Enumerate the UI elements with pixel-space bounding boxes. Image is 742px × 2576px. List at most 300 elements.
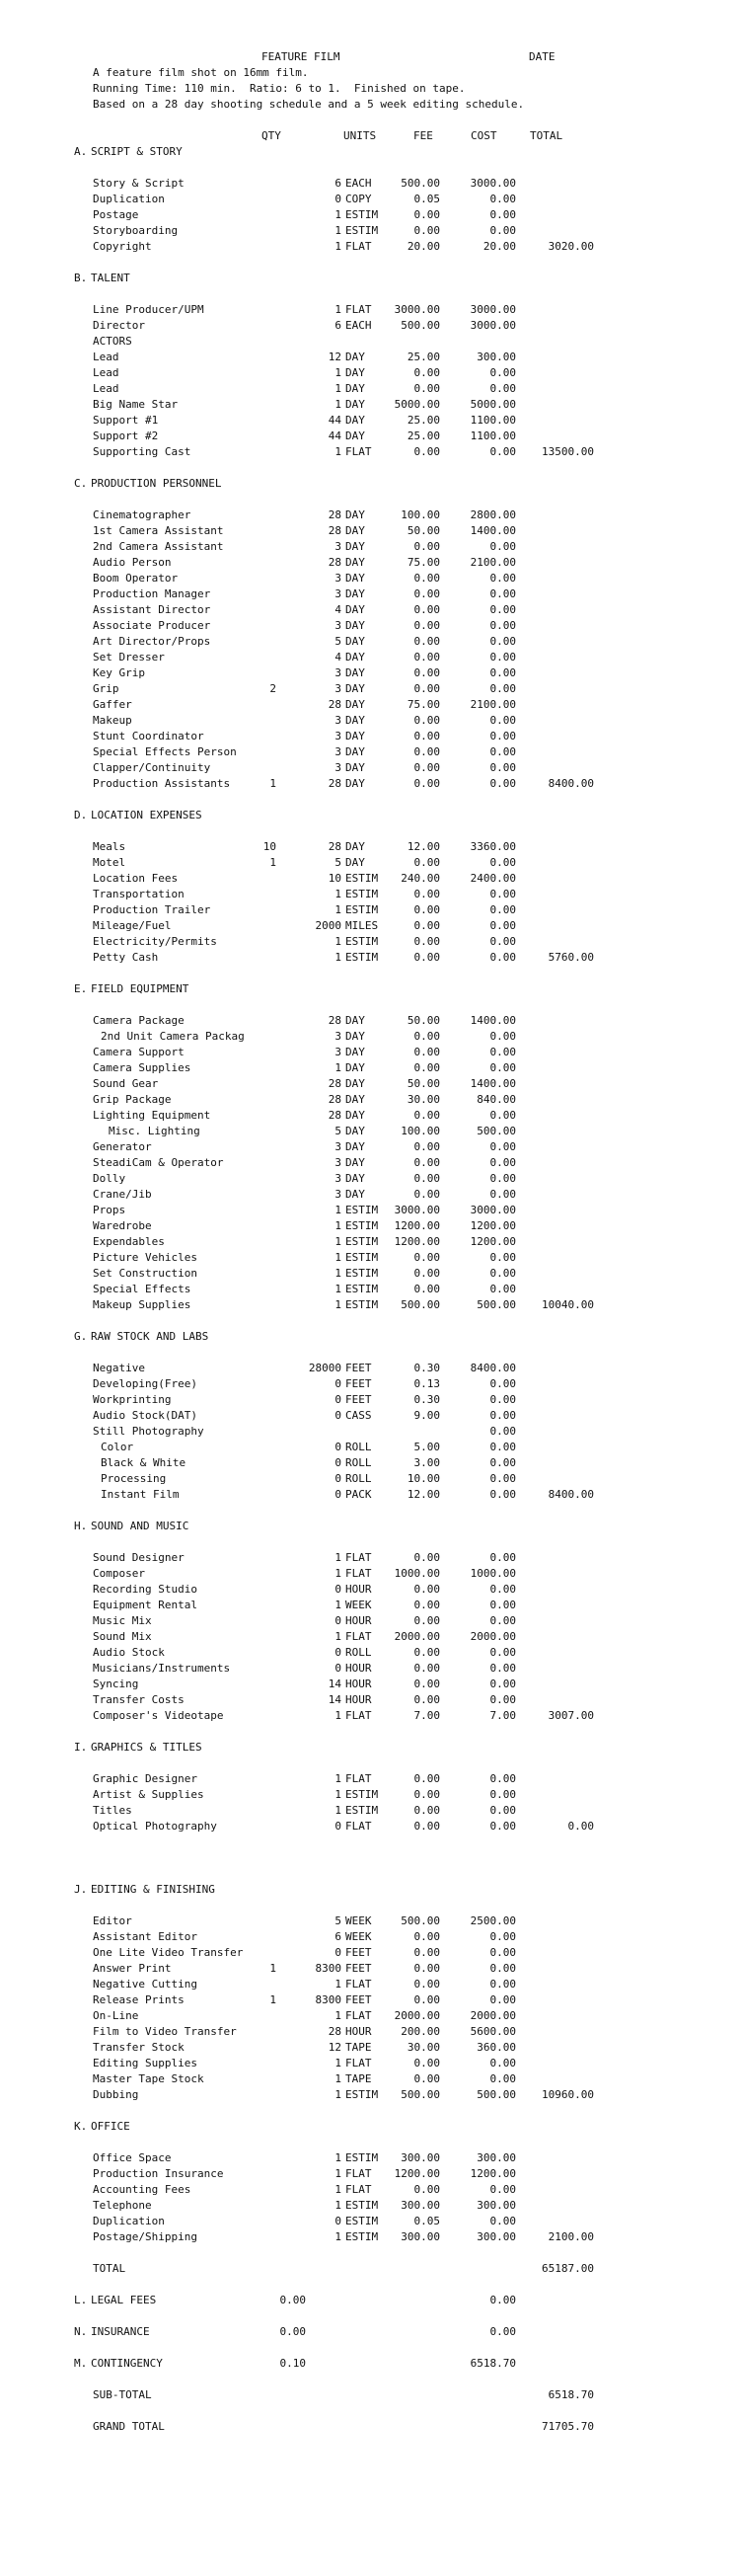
line-item-unit: FEET: [345, 1962, 372, 1975]
line-item-qty: 1: [334, 2072, 341, 2085]
line-item-cost: 3000.00: [470, 1204, 516, 1216]
line-item-cost: 20.00: [482, 240, 516, 253]
extra-cost: 6518.70: [470, 2357, 516, 2370]
line-item-unit: HOUR: [345, 2025, 372, 2038]
line-item-unit: EACH: [345, 319, 372, 332]
line-item-cost: 1000.00: [470, 1567, 516, 1580]
line-item-fee: 0.00: [413, 1678, 440, 1690]
line-item-fee: 0.00: [413, 619, 440, 632]
line-item-cost: 0.00: [489, 1646, 516, 1659]
line-item-unit: ESTIM: [345, 1788, 379, 1801]
line-item-fee: 0.00: [413, 1251, 440, 1264]
line-item-unit: HOUR: [345, 1662, 372, 1675]
line-item-qty: 28: [328, 556, 341, 569]
line-item-fee: 0.13: [413, 1377, 440, 1390]
line-item-name: Editing Supplies: [93, 2057, 197, 2069]
header-line: A feature film shot on 16mm film.: [93, 66, 309, 79]
line-item-unit: ESTIM: [345, 1235, 379, 1248]
line-item-unit: DAY: [345, 524, 365, 537]
line-item-qty: 1: [334, 1599, 341, 1611]
line-item-cost: 500.00: [477, 2088, 516, 2101]
line-item-name: Black & White: [101, 1456, 186, 1469]
line-item-qty: 12: [328, 2041, 341, 2054]
line-item-name: Expendables: [93, 1235, 165, 1248]
line-item-unit: DAY: [345, 429, 365, 442]
line-item-qty: 1: [334, 1251, 341, 1264]
section-title: PRODUCTION PERSONNEL: [91, 477, 222, 490]
line-item-fee: 0.00: [413, 1030, 440, 1043]
line-item-unit: ESTIM: [345, 1283, 379, 1295]
line-item-name: Copyright: [93, 240, 152, 253]
line-item-unit: DAY: [345, 351, 365, 363]
line-item-fee: 3000.00: [394, 303, 440, 316]
line-item-unit: DAY: [345, 540, 365, 553]
line-item-unit: DAY: [345, 666, 365, 679]
line-item-qty: 3: [334, 666, 341, 679]
header-line: Running Time: 110 min. Ratio: 6 to 1. Finished on tape.: [93, 82, 466, 95]
line-item-qty: 0: [334, 2215, 341, 2227]
line-item-name: Makeup: [93, 714, 132, 727]
line-item-cost: 0.00: [489, 856, 516, 869]
line-item-name: Story & Script: [93, 177, 185, 190]
line-item-qty: 1: [334, 208, 341, 221]
line-item-unit: ROLL: [345, 1456, 372, 1469]
line-item-cost: 3360.00: [470, 840, 516, 853]
line-item-fee: 0.00: [413, 1046, 440, 1058]
line-item-unit: DAY: [345, 398, 365, 411]
line-item-fee: 25.00: [407, 351, 440, 363]
line-item-cost: 0.00: [489, 2057, 516, 2069]
line-item-unit: DAY: [345, 682, 365, 695]
header-line: Based on a 28 day shooting schedule and a 5 week editing schedule.: [93, 98, 525, 111]
line-item-qty: 1: [334, 951, 341, 964]
line-item-fee: 2000.00: [394, 2009, 440, 2022]
line-item-unit: FLAT: [345, 240, 372, 253]
line-item-name: Associate Producer: [93, 619, 211, 632]
line-item-name: Meals: [93, 840, 126, 853]
line-item-qty: 0: [334, 1820, 341, 1833]
line-item-cost: 0.00: [489, 2215, 516, 2227]
line-item-fee: 1200.00: [394, 1219, 440, 1232]
line-item-name: Lead: [93, 382, 119, 395]
line-item-name: 2nd Camera Assistant: [93, 540, 224, 553]
line-item-unit: DAY: [345, 1014, 365, 1027]
line-item-qty: 1: [334, 903, 341, 916]
line-item-unit: FLAT: [345, 1567, 372, 1580]
line-item-fee: 0.00: [413, 208, 440, 221]
line-item-qty: 28000: [308, 1362, 341, 1374]
line-item-name: Accounting Fees: [93, 2183, 191, 2196]
line-item-name: Syncing: [93, 1678, 139, 1690]
line-item-qty: 10: [328, 872, 341, 885]
line-item-unit: ESTIM: [345, 888, 379, 900]
line-item-unit: DAY: [345, 745, 365, 758]
line-item-qty: 6: [334, 177, 341, 190]
line-item-qty: 28: [328, 1109, 341, 1122]
line-item-qty: 0: [334, 1614, 341, 1627]
line-item-fee: 0.00: [413, 224, 440, 237]
section-title: SCRIPT & STORY: [91, 145, 183, 158]
line-item-fee: 20.00: [407, 240, 440, 253]
line-item-cost: 0.00: [489, 1978, 516, 1991]
section-letter: K.: [74, 2120, 88, 2133]
line-item-name: Composer: [93, 1567, 145, 1580]
line-item-cost: 0.00: [489, 666, 516, 679]
line-item-name: Sound Mix: [93, 1630, 152, 1643]
line-item-name: Set Dresser: [93, 651, 165, 664]
line-item-cost: 7.00: [489, 1709, 516, 1722]
line-item-cost: 2100.00: [470, 556, 516, 569]
line-item-cost: 0.00: [489, 1662, 516, 1675]
line-item-cost: 0.00: [489, 935, 516, 948]
line-item-fee: 0.00: [413, 587, 440, 600]
line-item-name: Grip Package: [93, 1093, 172, 1106]
grand-total-value: 71705.70: [542, 2420, 594, 2433]
line-item-qty: 5: [334, 635, 341, 648]
line-item-cost: 3000.00: [470, 303, 516, 316]
line-item-qty: 1: [334, 1788, 341, 1801]
line-item-name: Artist & Supplies: [93, 1788, 204, 1801]
line-item-cost: 1400.00: [470, 524, 516, 537]
line-item-qty: 1: [334, 2057, 341, 2069]
line-item-fee: 0.00: [413, 1772, 440, 1785]
line-item-fee: 0.05: [413, 193, 440, 205]
subtotal-value: 6518.70: [548, 2388, 594, 2401]
line-item-cost: 0.00: [489, 1441, 516, 1453]
extra-cost: 0.00: [489, 2294, 516, 2306]
line-item-unit: HOUR: [345, 1678, 372, 1690]
section-total: 10040.00: [542, 1298, 594, 1311]
line-item-multiplier: 1: [269, 856, 276, 869]
line-item-unit: ESTIM: [345, 935, 379, 948]
line-item-unit: ESTIM: [345, 224, 379, 237]
line-item-cost: 2000.00: [470, 2009, 516, 2022]
line-item-cost: 0.00: [489, 1488, 516, 1501]
line-item-name: Transfer Stock: [93, 2041, 185, 2054]
line-item-name: Electricity/Permits: [93, 935, 217, 948]
line-item-fee: 500.00: [401, 319, 440, 332]
line-item-cost: 0.00: [489, 1283, 516, 1295]
line-item-fee: 0.00: [413, 666, 440, 679]
line-item-qty: 1: [334, 888, 341, 900]
line-item-cost: 0.00: [489, 208, 516, 221]
line-item-qty: 1: [334, 1978, 341, 1991]
line-item-fee: 0.00: [413, 366, 440, 379]
section-letter: I.: [74, 1741, 88, 1754]
line-item-unit: ROLL: [345, 1646, 372, 1659]
date-label: DATE: [529, 50, 556, 63]
line-item-unit: FLAT: [345, 1630, 372, 1643]
line-item-cost: 0.00: [489, 1409, 516, 1422]
line-item-unit: DAY: [345, 1046, 365, 1058]
line-item-qty: 12: [328, 351, 341, 363]
line-item-fee: 0.00: [413, 382, 440, 395]
line-item-name: Dolly: [93, 1172, 126, 1185]
line-item-unit: FLAT: [345, 1551, 372, 1564]
line-item-name: SteadiCam & Operator: [93, 1156, 224, 1169]
section-title: OFFICE: [91, 2120, 130, 2133]
line-item-fee: 0.00: [413, 2057, 440, 2069]
line-item-name: Motel: [93, 856, 126, 869]
line-item-cost: 0.00: [489, 730, 516, 742]
line-item-cost: 0.00: [489, 445, 516, 458]
line-item-unit: ESTIM: [345, 2230, 379, 2243]
line-item-qty: 0: [334, 193, 341, 205]
line-item-cost: 0.00: [489, 1251, 516, 1264]
col-header-total: TOTAL: [530, 129, 563, 142]
line-item-fee: 0.00: [413, 1788, 440, 1801]
line-item-qty: 1: [334, 303, 341, 316]
line-item-fee: 0.00: [413, 903, 440, 916]
line-item-name: Sound Designer: [93, 1551, 185, 1564]
line-item-name: Support #2: [93, 429, 159, 442]
line-item-cost: 0.00: [489, 1030, 516, 1043]
line-item-fee: 0.00: [413, 2072, 440, 2085]
line-item-name: Sound Gear: [93, 1077, 159, 1090]
line-item-unit: FEET: [345, 1362, 372, 1374]
line-item-cost: 0.00: [489, 1693, 516, 1706]
line-item-qty: 1: [334, 1551, 341, 1564]
line-item-fee: 0.00: [413, 919, 440, 932]
line-item-name: Composer's Videotape: [93, 1709, 224, 1722]
line-item-name: Storyboarding: [93, 224, 179, 237]
line-item-qty: 1: [334, 398, 341, 411]
line-item-fee: 0.00: [413, 603, 440, 616]
line-item-name: Cinematographer: [93, 508, 191, 521]
line-item-fee: 0.00: [413, 745, 440, 758]
line-item-name: Still Photography: [93, 1425, 204, 1438]
line-item-name: Assistant Director: [93, 603, 211, 616]
extra-cost: 0.00: [489, 2325, 516, 2338]
line-item-cost: 0.00: [489, 224, 516, 237]
line-item-cost: 0.00: [489, 1820, 516, 1833]
line-item-cost: 300.00: [477, 351, 516, 363]
section-total: 8400.00: [548, 777, 594, 790]
line-item-qty: 14: [328, 1693, 341, 1706]
section-title: GRAPHICS & TITLES: [91, 1741, 202, 1754]
line-item-cost: 300.00: [477, 2199, 516, 2212]
line-item-cost: 1200.00: [470, 1235, 516, 1248]
line-item-qty: 1: [334, 1567, 341, 1580]
line-item-unit: ROLL: [345, 1472, 372, 1485]
line-item-fee: 0.00: [413, 445, 440, 458]
line-item-cost: 1100.00: [470, 429, 516, 442]
line-item-qty: 3: [334, 1156, 341, 1169]
line-item-cost: 1100.00: [470, 414, 516, 427]
line-item-fee: 50.00: [407, 524, 440, 537]
line-item-unit: ESTIM: [345, 872, 379, 885]
line-item-qty: 3: [334, 1140, 341, 1153]
section-title: EDITING & FINISHING: [91, 1883, 215, 1896]
line-item-name: Postage/Shipping: [93, 2230, 197, 2243]
col-header-cost: COST: [471, 129, 497, 142]
line-item-name: Editor: [93, 1914, 132, 1927]
line-item-name: Answer Print: [93, 1962, 172, 1975]
line-item-fee: 0.00: [413, 730, 440, 742]
line-item-name: Film to Video Transfer: [93, 2025, 237, 2038]
line-item-fee: 0.00: [413, 951, 440, 964]
line-item-cost: 0.00: [489, 572, 516, 585]
line-item-fee: 3.00: [413, 1456, 440, 1469]
line-item-qty: 6: [334, 1930, 341, 1943]
line-item-cost: 0.00: [489, 903, 516, 916]
line-item-qty: 1: [334, 2183, 341, 2196]
extra-letter: L.: [74, 2294, 88, 2306]
line-item-unit: DAY: [345, 651, 365, 664]
line-item-fee: 0.00: [413, 1140, 440, 1153]
line-item-name: Duplication: [93, 2215, 165, 2227]
line-item-unit: DAY: [345, 1093, 365, 1106]
line-item-name: Assistant Editor: [93, 1930, 197, 1943]
line-item-qty: 3: [334, 1030, 341, 1043]
line-item-name: Graphic Designer: [93, 1772, 197, 1785]
line-item-fee: 0.00: [413, 1693, 440, 1706]
line-item-fee: 12.00: [407, 1488, 440, 1501]
line-item-fee: 500.00: [401, 1298, 440, 1311]
line-item-fee: 1000.00: [394, 1567, 440, 1580]
line-item-cost: 0.00: [489, 1377, 516, 1390]
line-item-cost: 1400.00: [470, 1077, 516, 1090]
line-item-cost: 2500.00: [470, 1914, 516, 1927]
line-item-name: Optical Photography: [93, 1820, 217, 1833]
line-item-unit: ESTIM: [345, 2088, 379, 2101]
line-item-qty: 3: [334, 714, 341, 727]
line-item-qty: 6: [334, 319, 341, 332]
line-item-cost: 8400.00: [470, 1362, 516, 1374]
line-item-name: Special Effects: [93, 1283, 191, 1295]
line-item-fee: 0.00: [413, 1804, 440, 1817]
line-item-cost: 0.00: [489, 1583, 516, 1596]
section-title: RAW STOCK AND LABS: [91, 1330, 209, 1343]
line-item-unit: DAY: [345, 856, 365, 869]
line-item-name: Production Insurance: [93, 2167, 224, 2180]
line-item-fee: 5000.00: [394, 398, 440, 411]
line-item-fee: 0.00: [413, 761, 440, 774]
line-item-unit: DAY: [345, 1077, 365, 1090]
line-item-qty: 1: [334, 1219, 341, 1232]
line-item-fee: 0.00: [413, 935, 440, 948]
line-item-cost: 0.00: [489, 1962, 516, 1975]
section-total: 0.00: [567, 1820, 594, 1833]
line-item-name: Developing(Free): [93, 1377, 197, 1390]
line-item-qty: 0: [334, 1583, 341, 1596]
line-item-cost: 0.00: [489, 1551, 516, 1564]
line-item-fee: 5.00: [413, 1441, 440, 1453]
line-item-unit: ESTIM: [345, 1251, 379, 1264]
line-item-unit: FLAT: [345, 1820, 372, 1833]
line-item-fee: 0.00: [413, 1551, 440, 1564]
line-item-cost: 0.00: [489, 366, 516, 379]
line-item-qty: 0: [334, 1472, 341, 1485]
line-item-cost: 0.00: [489, 1046, 516, 1058]
line-item-cost: 0.00: [489, 2072, 516, 2085]
line-item-name: Production Manager: [93, 587, 211, 600]
line-item-name: Lighting Equipment: [93, 1109, 211, 1122]
section-total: 8400.00: [548, 1488, 594, 1501]
extra-rate: 0.00: [279, 2294, 306, 2306]
line-item-unit: FLAT: [345, 2167, 372, 2180]
line-item-fee: 500.00: [401, 177, 440, 190]
line-item-unit: FLAT: [345, 2009, 372, 2022]
line-item-unit: DAY: [345, 587, 365, 600]
line-item-cost: 0.00: [489, 193, 516, 205]
line-item-name: Negative Cutting: [93, 1978, 197, 1991]
line-item-qty: 5: [334, 1914, 341, 1927]
line-item-cost: 5000.00: [470, 398, 516, 411]
section-title: FIELD EQUIPMENT: [91, 982, 189, 995]
line-item-fee: 75.00: [407, 556, 440, 569]
line-item-qty: 3: [334, 540, 341, 553]
line-item-name: Big Name Star: [93, 398, 179, 411]
line-item-unit: DAY: [345, 1188, 365, 1201]
line-item-cost: 0.00: [489, 1946, 516, 1959]
line-item-qty: 1: [334, 1804, 341, 1817]
line-item-qty: 0: [334, 1646, 341, 1659]
line-item-name: Camera Support: [93, 1046, 185, 1058]
line-item-unit: DAY: [345, 698, 365, 711]
line-item-fee: 0.00: [413, 682, 440, 695]
line-item-cost: 1200.00: [470, 2167, 516, 2180]
line-item-name: Set Construction: [93, 1267, 197, 1280]
line-item-cost: 2400.00: [470, 872, 516, 885]
line-item-cost: 0.00: [489, 1109, 516, 1122]
line-item-unit: ROLL: [345, 1441, 372, 1453]
line-item-unit: DAY: [345, 1030, 365, 1043]
line-item-qty: 0: [334, 1946, 341, 1959]
line-item-fee: 300.00: [401, 2151, 440, 2164]
line-item-qty: 3: [334, 730, 341, 742]
section-letter: C.: [74, 477, 88, 490]
line-item-fee: 75.00: [407, 698, 440, 711]
line-item-name: Gaffer: [93, 698, 132, 711]
line-item-qty: 0: [334, 1441, 341, 1453]
line-item-qty: 1: [334, 1204, 341, 1216]
line-item-fee: 300.00: [401, 2199, 440, 2212]
line-item-name: Lead: [93, 351, 119, 363]
line-item-qty: 3: [334, 1188, 341, 1201]
line-item-cost: 0.00: [489, 951, 516, 964]
line-item-unit: DAY: [345, 635, 365, 648]
line-item-unit: DAY: [345, 840, 365, 853]
line-item-unit: MILES: [345, 919, 379, 932]
line-item-name: Office Space: [93, 2151, 172, 2164]
line-item-cost: 0.00: [489, 540, 516, 553]
line-item-fee: 0.05: [413, 2215, 440, 2227]
section-letter: E.: [74, 982, 88, 995]
line-item-unit: ESTIM: [345, 1204, 379, 1216]
line-item-unit: ESTIM: [345, 208, 379, 221]
line-item-multiplier: 10: [262, 840, 276, 853]
line-item-qty: 28: [328, 508, 341, 521]
section-total: 10960.00: [542, 2088, 594, 2101]
line-item-name: Dubbing: [93, 2088, 139, 2101]
line-item-fee: 100.00: [401, 1125, 440, 1137]
line-item-cost: 0.00: [489, 619, 516, 632]
line-item-fee: 0.00: [413, 856, 440, 869]
line-item-cost: 0.00: [489, 1804, 516, 1817]
line-item-fee: 30.00: [407, 1093, 440, 1106]
line-item-name: Color: [101, 1441, 134, 1453]
line-item-name: Waredrobe: [93, 1219, 152, 1232]
line-item-cost: 0.00: [489, 1140, 516, 1153]
line-item-qty: 8300: [315, 1962, 341, 1975]
line-item-qty: 1: [334, 935, 341, 948]
line-item-qty: 1: [334, 2088, 341, 2101]
line-item-cost: 0.00: [489, 777, 516, 790]
line-item-qty: 3: [334, 619, 341, 632]
line-item-qty: 0: [334, 1393, 341, 1406]
line-item-qty: 3: [334, 572, 341, 585]
